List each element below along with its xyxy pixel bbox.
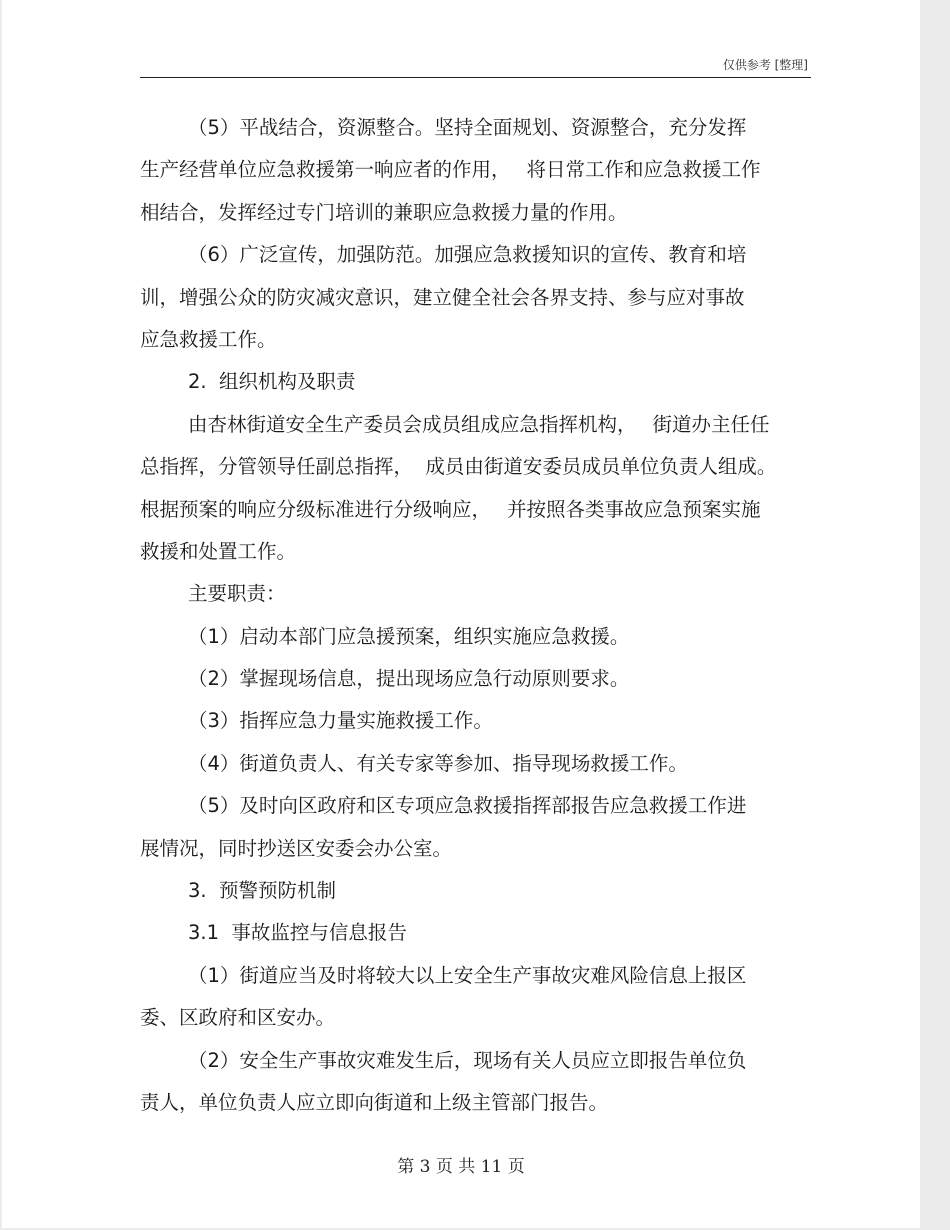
header-divider xyxy=(140,77,811,78)
subsection-heading: 3.1 事故监控与信息报告 xyxy=(188,921,407,945)
paragraph-line: 生产经营单位应急救援第一响应者的作用， 将日常工作和应急救援工作 xyxy=(140,158,761,182)
list-item-continuation: 委、区政府和区安办。 xyxy=(140,1006,336,1030)
paragraph-line: （6）广泛宣传，加强防范。加强应急救援知识的宣传、教育和培 xyxy=(188,243,747,267)
header-note: 仅供参考 [整理] xyxy=(722,58,808,72)
list-item: （1）街道应当及时将较大以上安全生产事故灾难风险信息上报区 xyxy=(188,963,747,987)
section-heading: 3. 预警预防机制 xyxy=(188,879,337,903)
list-item: （1）启动本部门应急援预案，组织实施应急救援。 xyxy=(188,624,630,648)
list-item-continuation: 展情况，同时抄送区安委会办公室。 xyxy=(140,836,453,860)
list-item: （3）指挥应急力量实施救援工作。 xyxy=(188,709,493,733)
paragraph-line: 相结合，发挥经过专门培训的兼职应急救援力量的作用。 xyxy=(140,200,628,224)
section-heading: 2. 组织机构及职责 xyxy=(188,370,356,394)
list-item: （5）及时向区政府和区专项应急救援指挥部报告应急救援工作进 xyxy=(188,794,747,818)
paragraph-line: 总指挥，分管领导任副总指挥， 成员由街道安委员成员单位负责人组成。 xyxy=(140,455,777,479)
list-item: （2）安全生产事故灾难发生后，现场有关人员应立即报告单位负 xyxy=(188,1048,747,1072)
list-item: （4）街道负责人、有关专家等参加、指导现场救援工作。 xyxy=(188,751,688,775)
paragraph-line: 根据预案的响应分级标准进行分级响应， 并按照各类事故应急预案实施 xyxy=(140,497,761,521)
page-number: 第 3 页 共 11 页 xyxy=(397,1157,525,1177)
paragraph-line: 训，增强公众的防灾减灾意识，建立健全社会各界支持、参与应对事故 xyxy=(140,285,745,309)
paragraph-line: 救援和处置工作。 xyxy=(140,539,297,563)
document-body xyxy=(140,107,820,1124)
list-item-continuation: 责人，单位负责人应立即向街道和上级主管部门报告。 xyxy=(140,1090,609,1114)
paragraph-line: 由杏林街道安全生产委员会成员组成应急指挥机构， 街道办主任任 xyxy=(188,412,770,436)
document-page xyxy=(2,0,920,1228)
paragraph-line: （5）平战结合，资源整合。坚持全面规划、资源整合，充分发挥 xyxy=(188,116,747,139)
subheading: 主要职责： xyxy=(188,582,286,606)
paragraph-line: 应急救援工作。 xyxy=(140,327,277,351)
list-item: （2）掌握现场信息，提出现场应急行动原则要求。 xyxy=(188,667,630,691)
